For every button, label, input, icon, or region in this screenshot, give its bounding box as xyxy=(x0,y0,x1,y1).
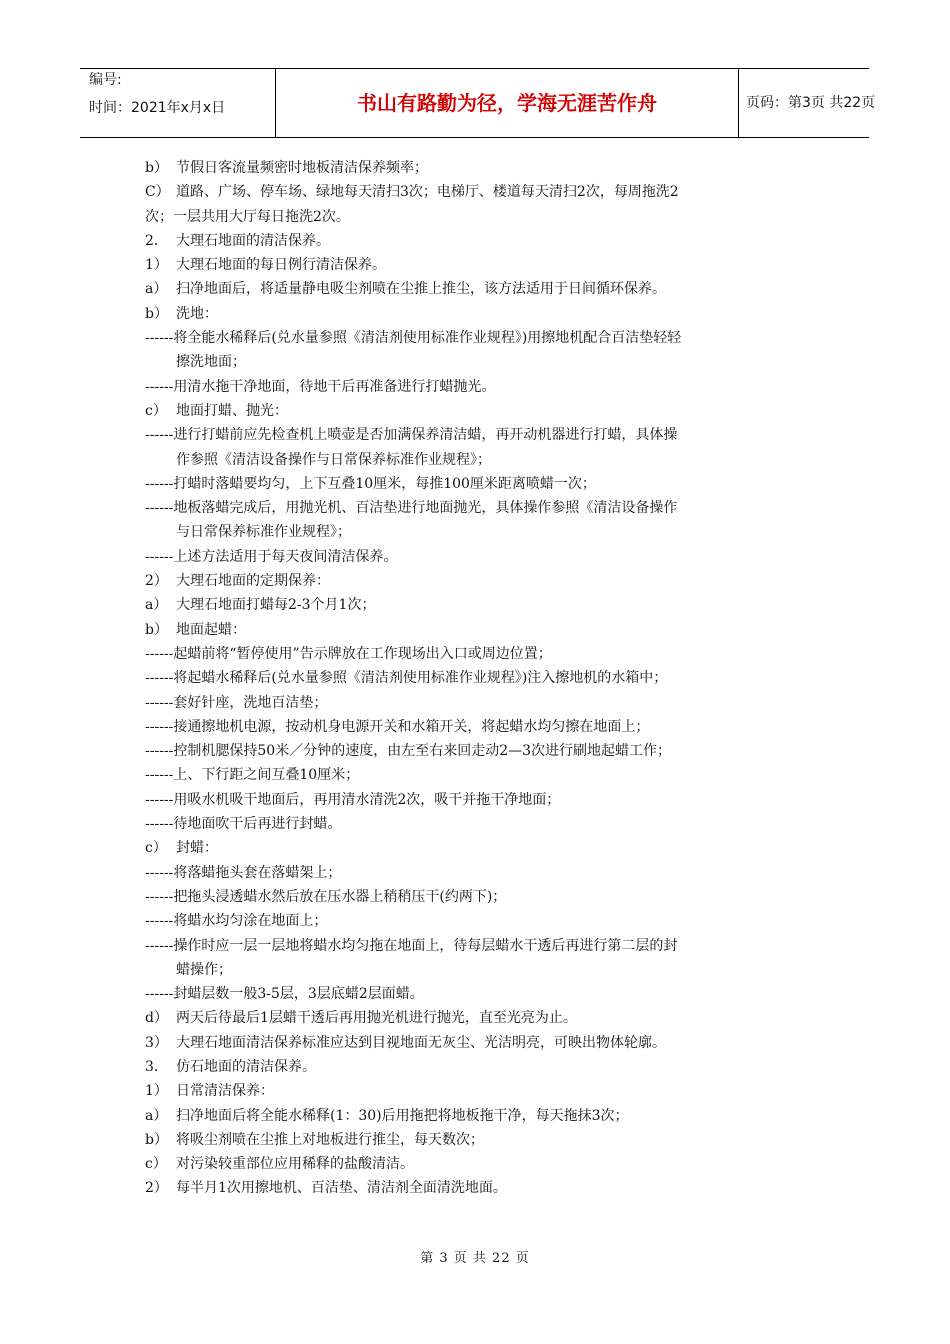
text-line xyxy=(145,666,815,690)
line-text: ------封蜡层数一般3-5层，3层底蜡2层面蜡。 xyxy=(145,986,424,1003)
list-marker: d） xyxy=(145,1010,168,1027)
list-marker: 3） xyxy=(145,1034,168,1051)
text-line xyxy=(145,448,815,472)
text-line xyxy=(145,205,815,229)
list-marker: c） xyxy=(145,840,167,857)
line-text: ------控制机腮保持50米／分钟的速度，由左至右来回走动2—3次进行刷地起蜡工作； xyxy=(145,743,672,760)
text-line xyxy=(145,1079,815,1103)
line-text: 将吸尘剂喷在尘推上对地板进行推尘，每天数次； xyxy=(176,1131,484,1148)
line-text: ------上述方法适用于每天夜间清洁保养。 xyxy=(145,548,398,565)
text-line xyxy=(145,302,815,326)
text-line xyxy=(145,253,815,277)
text-line xyxy=(145,375,815,399)
line-text: 擦洗地面； xyxy=(176,354,246,371)
line-text: ------将起蜡水稀释后(兑水量参照《清洁剂使用标准作业规程》)注入擦地机的水箱中； xyxy=(145,670,668,687)
line-text: ------把拖头浸透蜡水然后放在压水器上稍稍压干(约两下)； xyxy=(145,888,507,905)
text-line xyxy=(145,788,815,812)
text-line xyxy=(145,520,815,544)
line-text: 仿石地面的清洁保养。 xyxy=(176,1058,316,1075)
list-marker: b） xyxy=(145,305,168,322)
line-text: 两天后待最后1层蜡干透后再用抛光机进行抛光，直至光亮为止。 xyxy=(176,1010,577,1027)
list-marker: 2） xyxy=(145,573,168,590)
line-text: 大理石地面的定期保养： xyxy=(176,573,330,590)
line-text: 每半月1次用擦地机、百洁垫、清洁剂全面清洗地面。 xyxy=(176,1180,507,1197)
line-text: 对污染较重部位应用稀释的盐酸清洁。 xyxy=(176,1156,414,1173)
line-text: ------地板落蜡完成后，用抛光机、百洁垫进行地面抛光，具体操作参照《清洁设备操作 xyxy=(145,500,678,517)
line-text: 作参照《清洁设备操作与日常保养标准作业规程》； xyxy=(176,451,491,468)
list-marker: c） xyxy=(145,1156,167,1173)
line-text: ------接通擦地机电源，按动机身电源开关和水箱开关，将起蜡水均匀擦在地面上； xyxy=(145,718,650,735)
text-line xyxy=(145,472,815,496)
text-line xyxy=(145,1152,815,1176)
line-text: 大理石地面的每日例行清洁保养。 xyxy=(176,257,386,274)
list-marker: C） xyxy=(145,184,170,201)
text-line xyxy=(145,618,815,642)
text-line xyxy=(145,763,815,787)
text-line xyxy=(145,350,815,374)
list-marker: 3． xyxy=(145,1058,168,1075)
text-line xyxy=(145,909,815,933)
text-line xyxy=(145,326,815,350)
line-text: 日常清洁保养： xyxy=(176,1083,274,1100)
text-line xyxy=(145,642,815,666)
line-text: 节假日客流量频密时地板清洁保养频率； xyxy=(176,160,428,176)
line-text: ------上、下行距之间互叠10厘米； xyxy=(145,767,360,784)
line-text: ------操作时应一层一层地将蜡水均匀拖在地面上，待每层蜡水干透后再进行第二层的封 xyxy=(145,937,678,954)
text-line xyxy=(145,1031,815,1055)
line-text: ------将全能水稀释后(兑水量参照《清洁剂使用标准作业规程》)用擦地机配合百洁垫轻轻 xyxy=(145,330,682,347)
line-text: 次；一层共用大厅每日拖洗2次。 xyxy=(145,208,350,225)
text-line xyxy=(145,399,815,423)
line-text: 地面打蜡、抛光： xyxy=(176,402,288,419)
line-text: 地面起蜡： xyxy=(176,621,246,638)
list-marker: 1） xyxy=(145,1083,168,1100)
line-text: 扫净地面后将全能水稀释(1：30)后用拖把将地板拖干净，每天拖抹3次； xyxy=(176,1107,629,1124)
header-meta xyxy=(80,69,274,137)
line-text: ------将落蜡拖头套在落蜡架上； xyxy=(145,864,342,881)
line-text: 封蜡： xyxy=(176,840,218,857)
list-marker: b） xyxy=(145,1131,168,1148)
line-text: 与日常保养标准作业规程》； xyxy=(176,524,351,541)
page-header xyxy=(80,68,876,138)
line-text: 洗地： xyxy=(176,305,218,322)
line-text: ------套好针座，洗地百洁垫； xyxy=(145,694,328,711)
text-line xyxy=(145,739,815,763)
list-marker: c） xyxy=(145,402,167,419)
text-line xyxy=(145,715,815,739)
text-line xyxy=(145,958,815,982)
line-text: ------用清水拖干净地面，待地干后再准备进行打蜡抛光。 xyxy=(145,378,496,395)
header-motto: 书山有路勤为径，学海无涯苦作舟 xyxy=(275,69,739,137)
text-line xyxy=(145,982,815,1006)
list-marker: 2） xyxy=(145,1180,168,1197)
text-line xyxy=(145,861,815,885)
text-line xyxy=(145,1128,815,1152)
line-text: ------起蜡前将“暂停使用”告示牌放在工作现场出入口或周边位置； xyxy=(145,645,552,662)
line-text: ------待地面吹干后再进行封蜡。 xyxy=(145,816,342,833)
line-text: 蜡操作； xyxy=(176,961,232,978)
text-line xyxy=(145,423,815,447)
header-page-info: 页码：第3页 共22页 xyxy=(746,95,876,111)
text-line xyxy=(145,496,815,520)
list-marker: a） xyxy=(145,1107,168,1124)
line-text: ------用吸水机吸干地面后，再用清水清洗2次，吸干并拖干净地面； xyxy=(145,791,561,808)
list-marker: b） xyxy=(145,621,168,638)
line-text: ------打蜡时落蜡要均匀，上下互叠10厘米，每推100厘米距离喷蜡一次； xyxy=(145,475,596,492)
text-line xyxy=(145,1176,815,1200)
line-text: 大理石地面的清洁保养。 xyxy=(176,232,330,249)
text-line xyxy=(145,569,815,593)
text-line xyxy=(145,1104,815,1128)
text-line xyxy=(145,545,815,569)
document-number-label: 编号: xyxy=(89,72,122,88)
document-body xyxy=(145,156,815,1201)
text-line xyxy=(145,1006,815,1030)
text-line xyxy=(145,593,815,617)
text-line xyxy=(145,812,815,836)
list-marker: a） xyxy=(145,597,168,614)
list-marker: a） xyxy=(145,281,168,298)
text-line xyxy=(145,229,815,253)
line-text: ------将蜡水均匀涂在地面上； xyxy=(145,913,328,930)
text-line xyxy=(145,934,815,958)
line-text: ------进行打蜡前应先检查机上喷壶是否加满保养清洁蜡，再开动机器进行打蜡，具体操 xyxy=(145,427,678,444)
text-line xyxy=(145,885,815,909)
document-date: 时间：2021年x月x日 xyxy=(89,100,226,116)
list-marker: b） xyxy=(145,160,168,176)
text-line xyxy=(145,180,815,204)
text-line xyxy=(145,836,815,860)
list-marker: 2． xyxy=(145,232,168,249)
text-line xyxy=(145,1055,815,1079)
line-text: 扫净地面后，将适量静电吸尘剂喷在尘推上推尘，该方法适用于日间循环保养。 xyxy=(176,281,666,298)
line-text: 大理石地面清洁保养标准应达到目视地面无灰尘、光洁明亮，可映出物体轮廓。 xyxy=(176,1034,666,1051)
list-marker: 1） xyxy=(145,257,168,274)
line-text: 道路、广场、停车场、绿地每天清扫3次；电梯厅、楼道每天清扫2次，每周拖洗2 xyxy=(176,184,679,201)
text-line xyxy=(145,156,815,180)
line-text: 大理石地面打蜡每2-3个月1次； xyxy=(176,597,376,614)
text-line xyxy=(145,691,815,715)
text-line xyxy=(145,277,815,301)
page-footer: 第 3 页 共 22 页 xyxy=(420,1251,530,1266)
